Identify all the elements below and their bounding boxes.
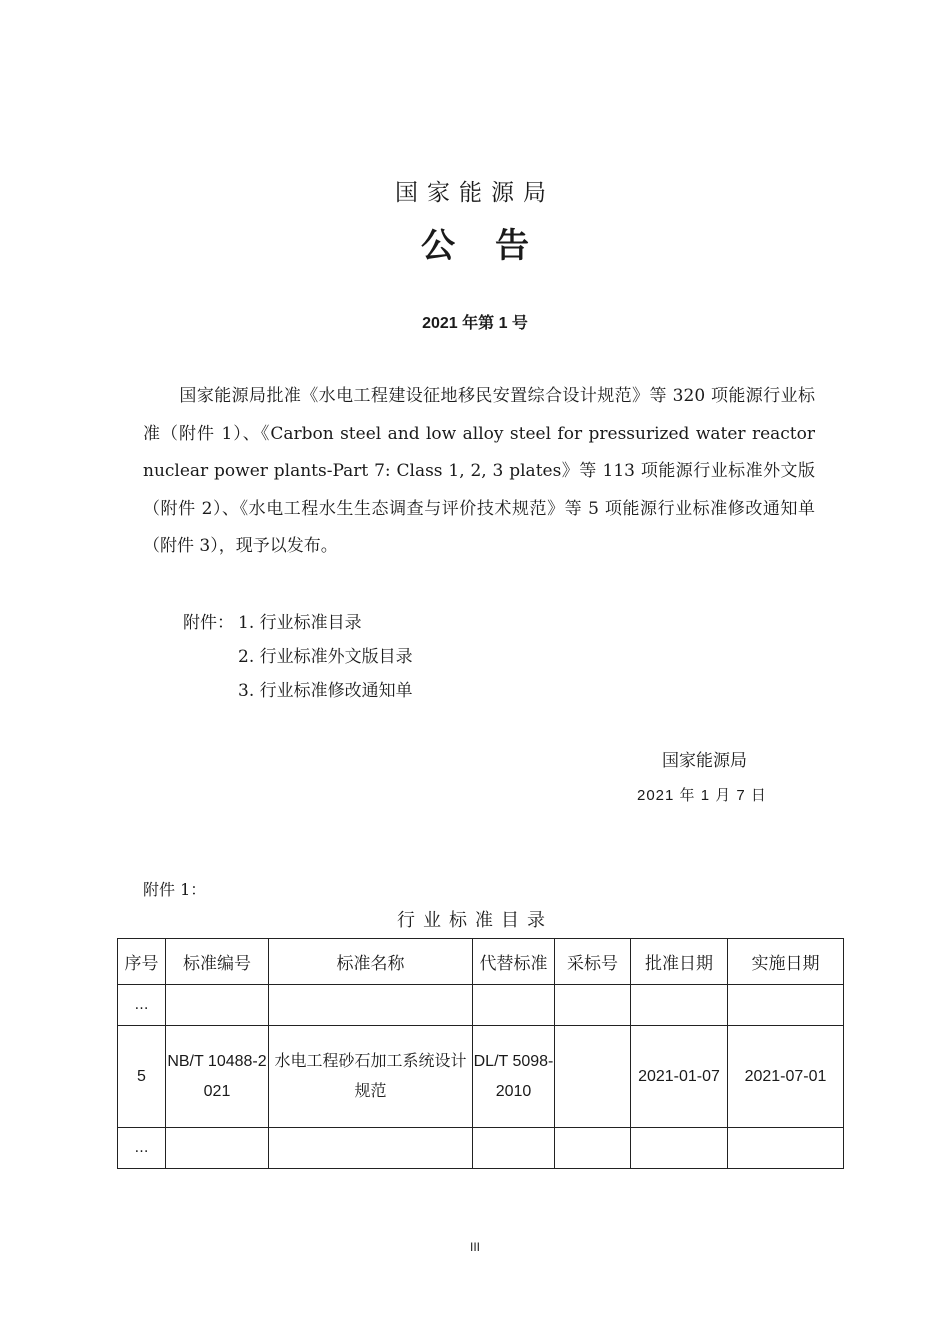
cell-code [166,1128,269,1169]
cell-name: 水电工程砂石加工系统设计规范 [269,1026,473,1128]
cell-seq: … [118,1128,166,1169]
cell-code: NB/T 10488-2021 [166,1026,269,1128]
announcement-body [143,378,815,566]
header-adopt: 采标号 [555,939,631,985]
cell-adopt [555,985,631,1026]
cell-name [269,985,473,1026]
annex-label: 附件 1： [143,880,207,899]
cell-effective [728,985,844,1026]
standards-table [117,938,844,1169]
agency-name: 国家能源局 [395,180,555,206]
signature-date: 2021 年 1 月 7 日 [637,787,767,804]
attachment-item: 1. 行业标准目录 [238,613,362,633]
table-row [118,1128,844,1169]
cell-approved: 2021-01-07 [631,1026,728,1128]
attachments-label: 附件： [183,613,234,633]
cell-effective [728,1128,844,1169]
cell-effective: 2021-07-01 [728,1026,844,1128]
announcement-paragraph: 国家能源局批准《水电工程建设征地移民安置综合设计规范》等 320 项能源行业标准（附件 1）、《Carbon steel and low alloy steel for pressurized water reactor nuclear power plants-Part 7: Class 1, 2, 3 plates》等 113 项能源行业标准外文版（附件 2）、《水电工程水生生态调查与评价技术规范》等 5 项能源行业标准修改通知单（附件 3），现予以发布。 [143,386,815,556]
header-replaces: 代替标准 [473,939,555,985]
page-number: III [469,1240,480,1254]
header-name: 标准名称 [269,939,473,985]
notice-title: 公告 [421,226,569,266]
issue-number: 2021 年第 1 号 [422,315,528,332]
cell-name [269,1128,473,1169]
table-title: 行业标准目录 [397,910,553,931]
cell-replaces: DL/T 5098-2010 [473,1026,555,1128]
cell-seq: 5 [118,1026,166,1128]
header-approved: 批准日期 [631,939,728,985]
cell-adopt [555,1026,631,1128]
cell-approved [631,1128,728,1169]
cell-code [166,985,269,1026]
cell-replaces [473,985,555,1026]
cell-seq: … [118,985,166,1026]
table-row [118,1026,844,1128]
attachment-item: 2. 行业标准外文版目录 [238,647,413,667]
cell-replaces [473,1128,555,1169]
table-row [118,985,844,1026]
cell-approved [631,985,728,1026]
cell-adopt [555,1128,631,1169]
header-effective: 实施日期 [728,939,844,985]
header-seq: 序号 [118,939,166,985]
table-header-row [118,939,844,985]
header-code: 标准编号 [166,939,269,985]
signature-org: 国家能源局 [662,751,747,771]
attachment-item: 3. 行业标准修改通知单 [238,681,413,701]
